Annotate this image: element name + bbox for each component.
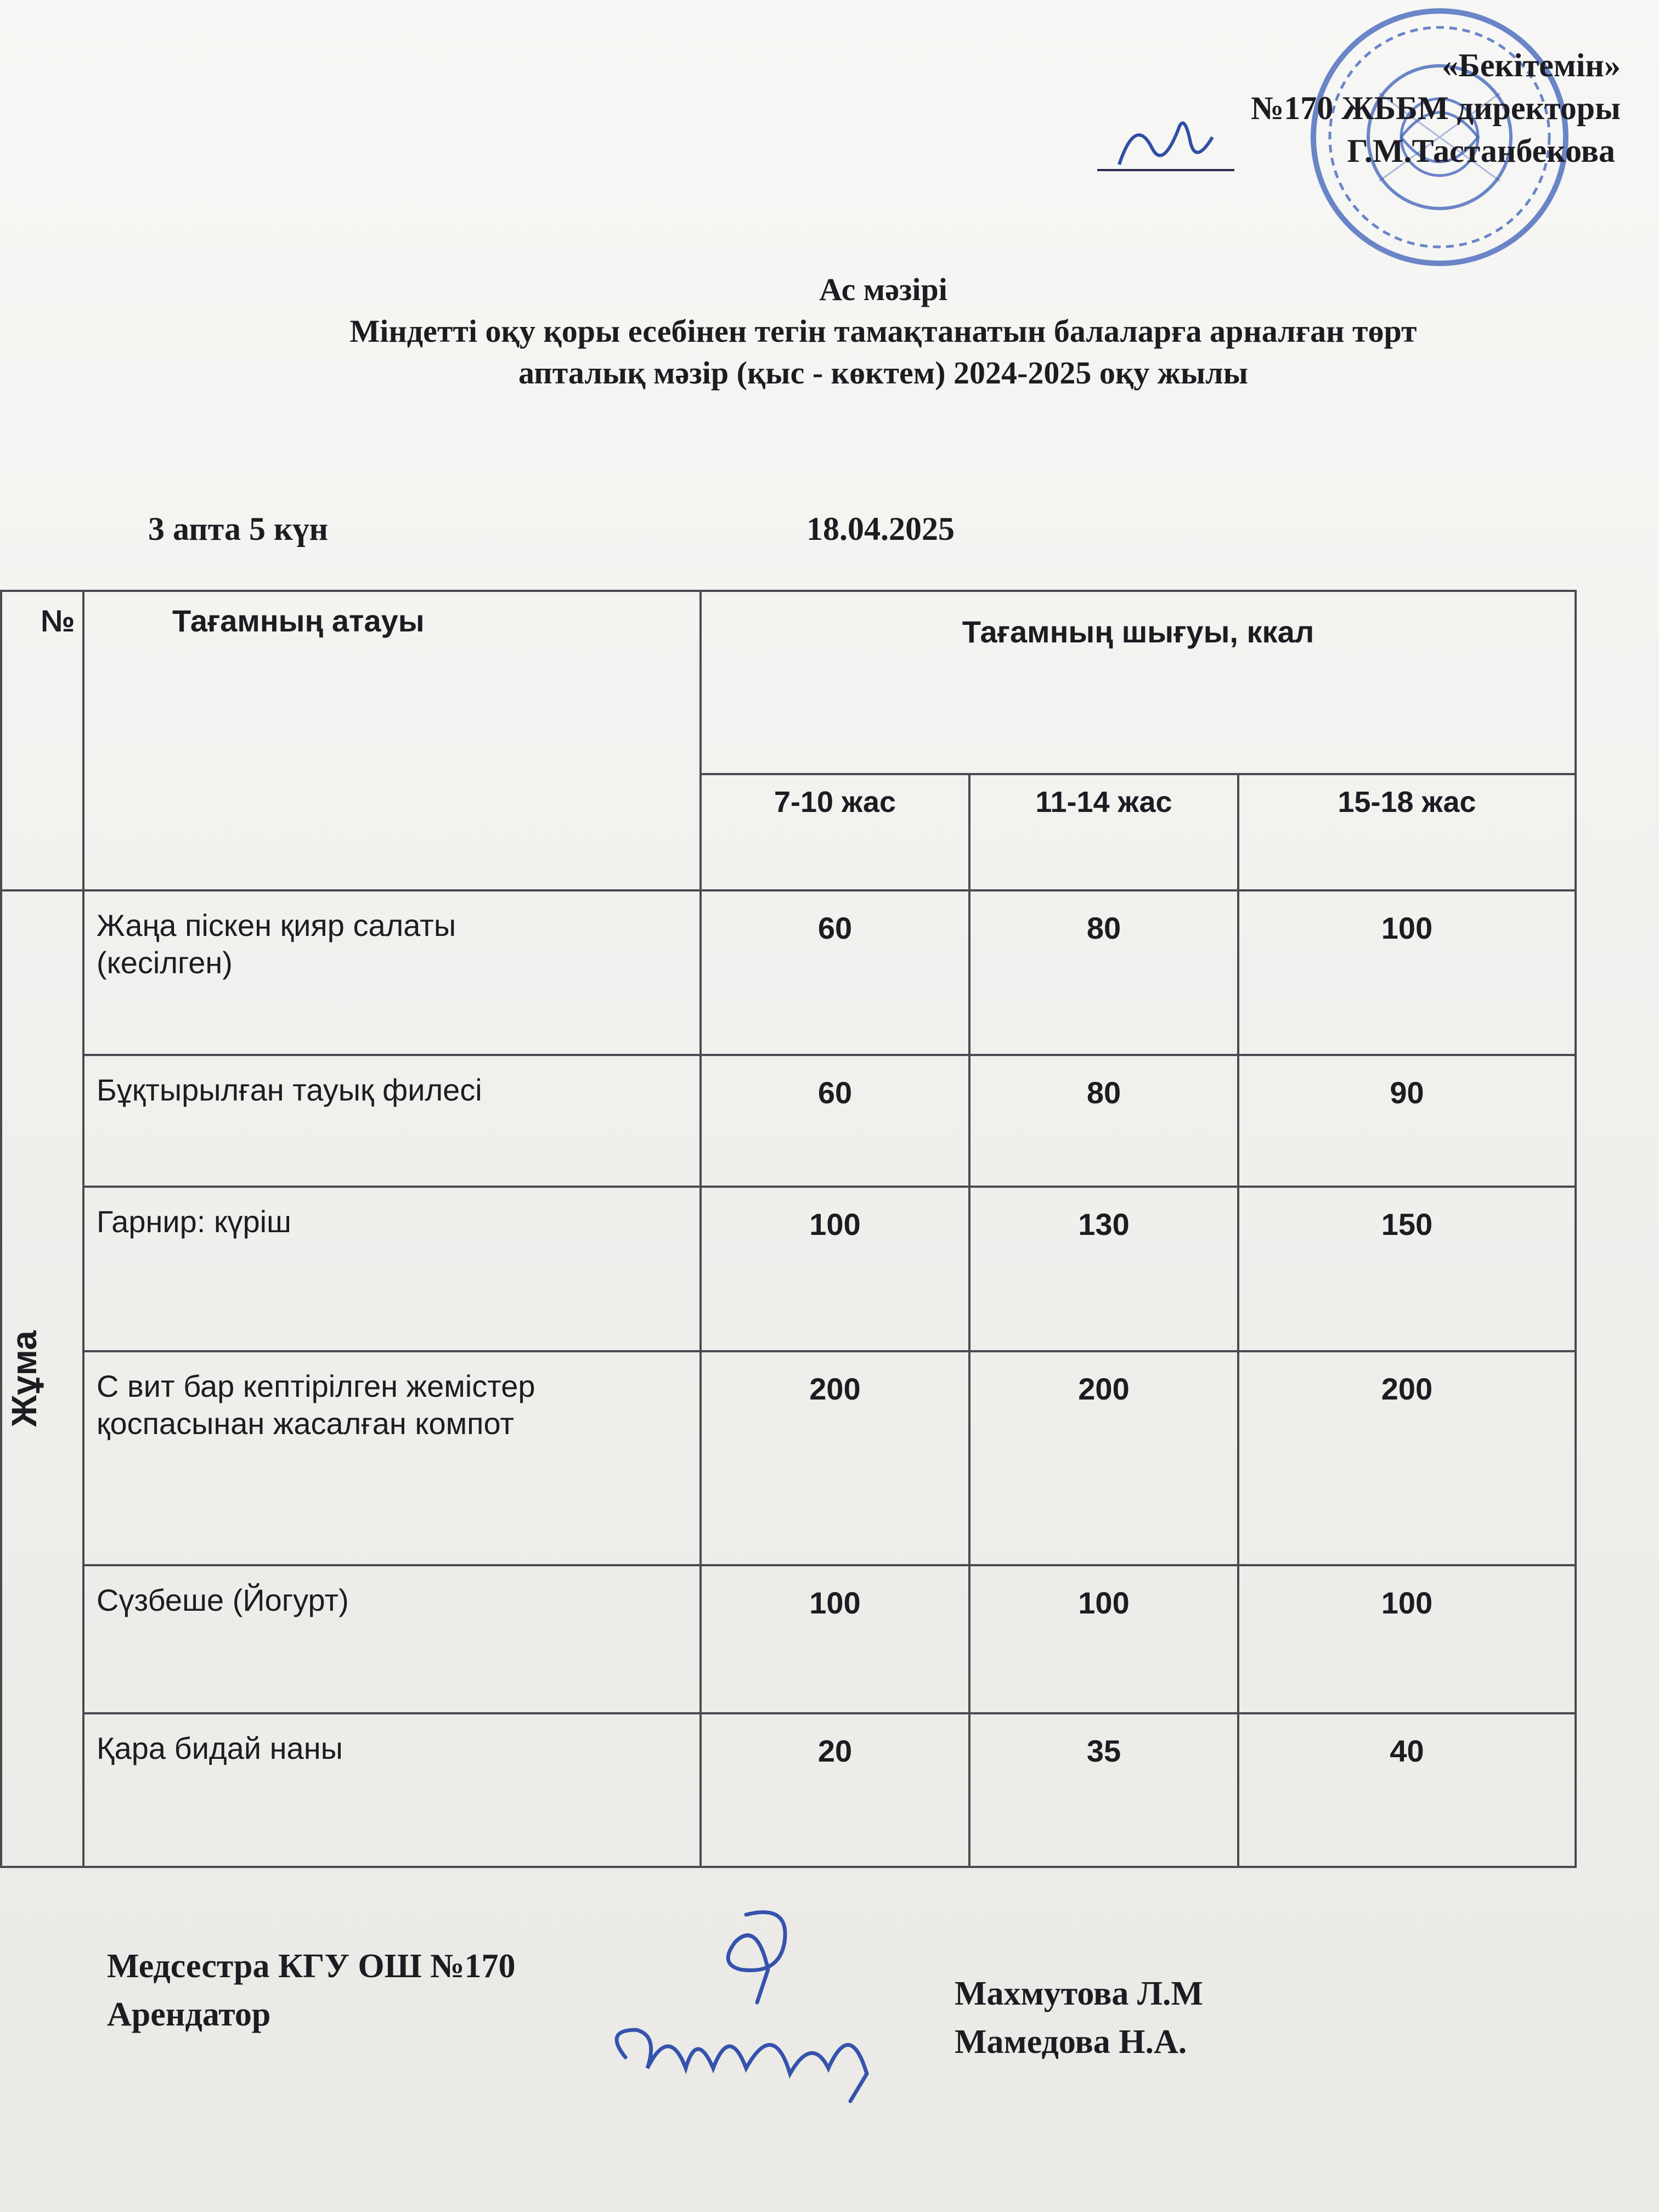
tenant-title: Арендатор: [107, 1996, 271, 2033]
document-title: [143, 269, 1624, 394]
approval-name: Г.М.Тастанбекова: [1347, 133, 1615, 169]
title-line-3: апталық мәзір (қыс - көктем) 2024-2025 оқу жылы: [518, 355, 1248, 391]
kcal-value: 20: [701, 1713, 969, 1867]
kcal-value: 100: [969, 1565, 1238, 1713]
age-group-header: 7-10 жас: [701, 774, 969, 890]
table-row: [1, 1187, 1576, 1351]
kcal-value: 100: [1238, 1565, 1576, 1713]
day-label: Жұма: [4, 1330, 44, 1427]
dish-name: Сүзбеше (Йогурт): [83, 1565, 701, 1713]
footer-signatures: [592, 1893, 922, 2123]
week-day-label: 3 апта 5 күн: [148, 511, 329, 547]
dish-name: Гарнир: күріш: [83, 1187, 701, 1351]
kcal-value: 60: [701, 1055, 969, 1187]
dish-name: Бұқтырылған тауық филесі: [83, 1055, 701, 1187]
kcal-value: 90: [1238, 1055, 1576, 1187]
kcal-value: 40: [1238, 1713, 1576, 1867]
kcal-value: 200: [969, 1351, 1238, 1565]
footer-right: [955, 1970, 1203, 2066]
table-row: [1, 1351, 1576, 1565]
age-group-header: 11-14 жас: [969, 774, 1238, 890]
menu-table: [0, 590, 1577, 1868]
kcal-value: 100: [701, 1187, 969, 1351]
kcal-value: 100: [701, 1565, 969, 1713]
approval-heading: «Бекітемін»: [1442, 47, 1621, 83]
col-number-header: №: [1, 591, 83, 890]
age-group-header: 15-18 жас: [1238, 774, 1576, 890]
footer-left: [107, 1942, 516, 2039]
kcal-value: 80: [969, 1055, 1238, 1187]
kcal-value: 130: [969, 1187, 1238, 1351]
kcal-value: 200: [1238, 1351, 1576, 1565]
kcal-value: 150: [1238, 1187, 1576, 1351]
menu-date: 18.04.2025: [806, 511, 955, 547]
table-row: [1, 1055, 1576, 1187]
nurse-title: Медсестра КГУ ОШ №170: [107, 1948, 516, 1985]
header-row: [1, 591, 1576, 774]
title-line-2: Міндетті оқу қоры есебінен тегін тамақтанатын балаларға арналған төрт: [349, 313, 1417, 349]
day-cell: [1, 890, 83, 1867]
table-row: [1, 890, 1576, 1055]
dish-name: С вит бар кептірілген жемістер қоспасынан жасалған компот: [83, 1351, 701, 1565]
table-row: [1, 1713, 1576, 1867]
director-signature: [1086, 104, 1251, 181]
kcal-value: 60: [701, 890, 969, 1055]
col-yield-header: Тағамның шығуы, ккал: [701, 591, 1576, 774]
kcal-value: 35: [969, 1713, 1238, 1867]
col-name-header: Тағамның атауы: [83, 591, 701, 890]
nurse-name: Махмутова Л.М: [955, 1975, 1204, 2012]
title-line-1: Ас мәзірі: [819, 272, 947, 307]
tenant-name: Мамедова Н.А.: [955, 2023, 1187, 2061]
kcal-value: 80: [969, 890, 1238, 1055]
kcal-value: 200: [701, 1351, 969, 1565]
dish-name: Қара бидай наны: [83, 1713, 701, 1867]
approval-block: [1251, 44, 1621, 172]
kcal-value: 100: [1238, 890, 1576, 1055]
approval-position: №170 ЖББМ директоры: [1251, 90, 1621, 126]
table-row: [1, 1565, 1576, 1713]
dish-name: Жаңа піскен қияр салаты (кесілген): [83, 890, 701, 1055]
